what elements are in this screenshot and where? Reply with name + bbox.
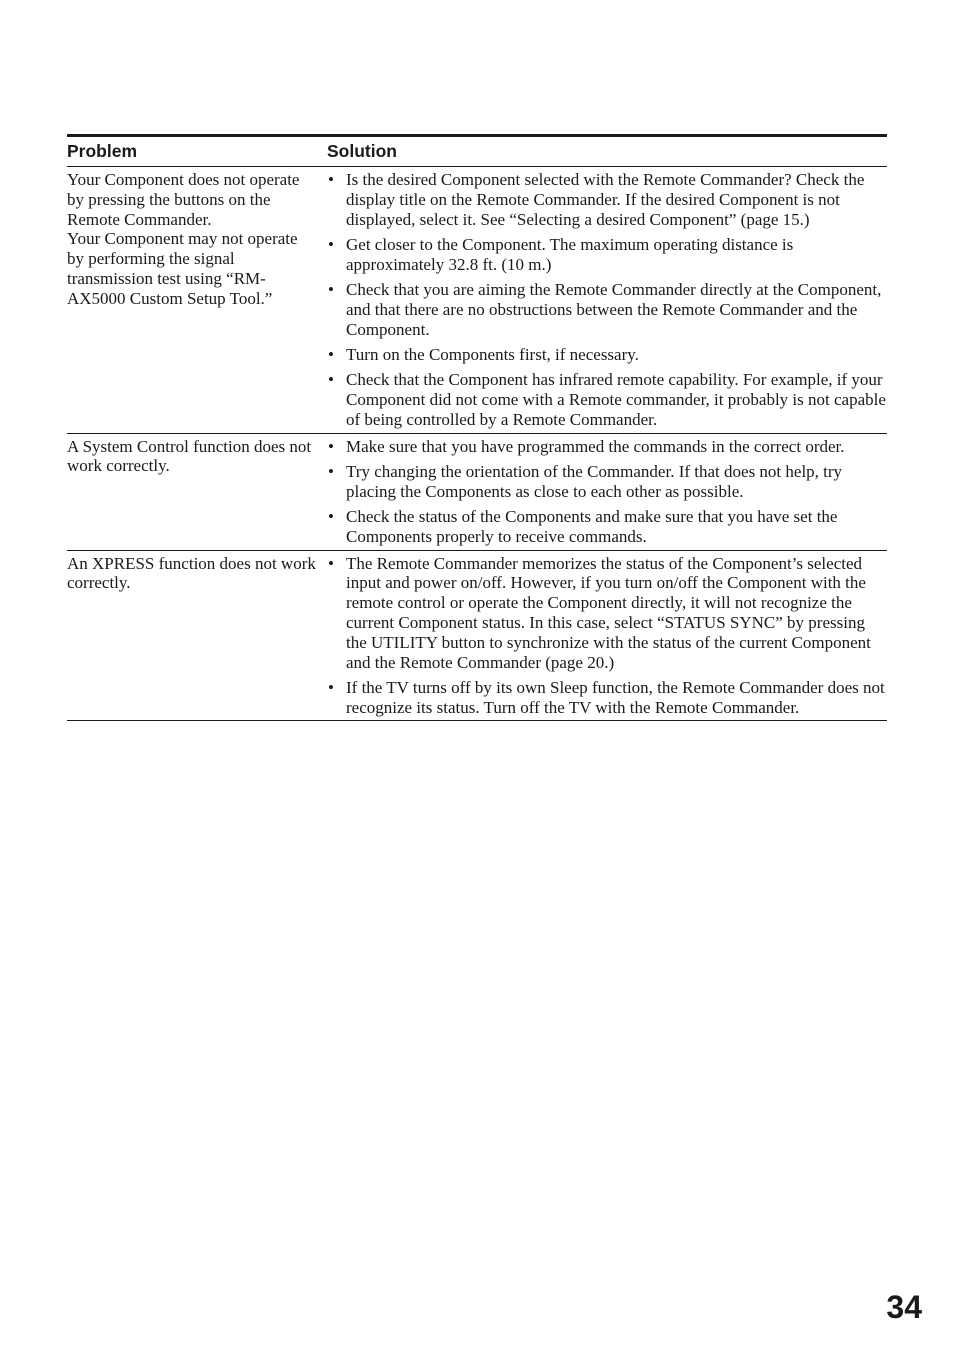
problem-text: An XPRESS function does not work correctly. xyxy=(67,553,316,593)
problem-cell xyxy=(67,554,327,718)
solution-text: Try changing the orientation of the Commander. If that does not help, try placing the Components as close to each other as possible. xyxy=(346,461,843,501)
bullet-icon: • xyxy=(328,436,334,456)
problem-text: Your Component may not operate by performing the signal transmission test using “RM-AX5000 Custom Setup Tool.” xyxy=(67,229,298,308)
solution-text: Make sure that you have programmed the commands in the correct order. xyxy=(346,436,845,456)
table-row xyxy=(67,551,887,722)
table-header-row xyxy=(67,137,887,167)
solution-item xyxy=(327,678,887,718)
bullet-icon: • xyxy=(328,170,334,189)
solution-text: Turn on the Components first, if necessary. xyxy=(346,344,639,364)
problem-column-header: Problem xyxy=(67,141,138,161)
bullet-icon: • xyxy=(328,234,334,254)
bullet-icon: • xyxy=(328,344,334,364)
solution-text: Check that the Component has infrared remote capability. For example, if your Component did not come with a Remote commander, it probably is not capable of being controlled by a Remote Commander. xyxy=(346,370,886,429)
solution-text: Is the desired Component selected with the Remote Commander? Check the display title on the Remote Commander. If the desired Component is not displayed, select it. See “Selecting a desired Component” (page 15.) xyxy=(346,170,865,229)
bullet-icon: • xyxy=(328,461,334,481)
solution-text: Check the status of the Components and make sure that you have set the Components properly to receive commands. xyxy=(346,506,838,546)
solution-column-header: Solution xyxy=(327,141,397,161)
solution-text: Get closer to the Component. The maximum operating distance is approximately 32.8 ft. (10 m.) xyxy=(346,234,794,274)
solution-item xyxy=(327,170,887,229)
problem-text: A System Control function does not work correctly. xyxy=(67,436,312,476)
bullet-icon: • xyxy=(328,506,334,526)
solution-list xyxy=(327,437,887,547)
solution-item xyxy=(327,235,887,275)
problem-cell xyxy=(67,170,327,430)
page-number: 34 xyxy=(886,1289,922,1325)
solution-item xyxy=(327,370,887,429)
table-row xyxy=(67,434,887,551)
solution-item xyxy=(327,462,887,502)
solution-item xyxy=(327,507,887,547)
solution-list xyxy=(327,170,887,430)
bullet-icon: • xyxy=(328,370,334,390)
solution-item xyxy=(327,345,887,365)
problem-text: Your Component does not operate by pressing the buttons on the Remote Commander. xyxy=(67,170,300,229)
solution-text: The Remote Commander memorizes the status of the Component’s selected input and power on/off. However, if you turn on/off the Component with the remote control or operate the Component directly, it will not recognize the current Component status. In this case, select “STATUS SYNC” by pressing the UTILITY button to synchronize with the status of the current Component and the Remote Commander (page 20.) xyxy=(346,553,871,672)
solution-item xyxy=(327,554,887,673)
problem-cell xyxy=(67,437,327,547)
bullet-icon: • xyxy=(328,677,334,697)
solution-item xyxy=(327,280,887,339)
solution-text: If the TV turns off by its own Sleep function, the Remote Commander does not recognize its status. Turn off the TV with the Remote Commander. xyxy=(346,677,885,717)
bullet-icon: • xyxy=(328,553,334,573)
solution-item xyxy=(327,437,887,457)
solution-list xyxy=(327,554,887,718)
bullet-icon: • xyxy=(328,279,334,299)
troubleshooting-table xyxy=(67,134,887,721)
solution-text: Check that you are aiming the Remote Commander directly at the Component, and that there are no obstructions between the Remote Commander and the Component. xyxy=(346,279,882,339)
table-row xyxy=(67,167,887,434)
